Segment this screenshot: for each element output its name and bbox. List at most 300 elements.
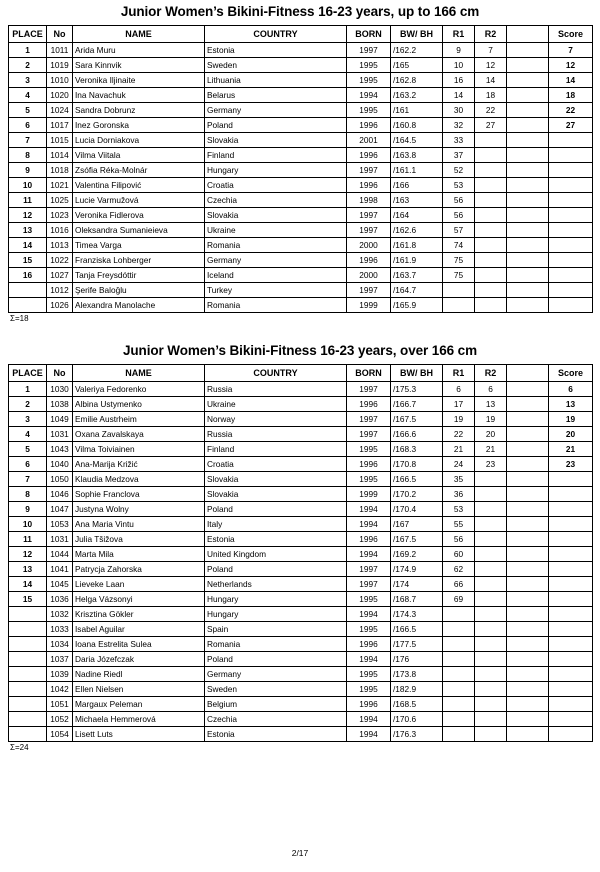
cell-bwbh: /167 [391,517,443,532]
cell-born: 1995 [347,442,391,457]
cell-name: Ellen Nielsen [73,682,205,697]
cell-bwbh: /173.8 [391,667,443,682]
cell-no: 1010 [47,73,73,88]
column-header-r1: R1 [443,365,475,382]
cell-blank [507,163,549,178]
cell-country: Romania [205,298,347,313]
cell-r2 [475,562,507,577]
cell-born: 1997 [347,412,391,427]
cell-r1: 19 [443,412,475,427]
cell-r2: 6 [475,382,507,397]
cell-r1 [443,607,475,622]
cell-born: 1996 [347,253,391,268]
cell-r2 [475,148,507,163]
cell-born: 1997 [347,163,391,178]
page-number: 2/17 [291,848,309,858]
cell-name: Isabel Aguilar [73,622,205,637]
cell-blank [507,502,549,517]
cell-place [9,712,47,727]
cell-name: Zsófia Réka-Molnár [73,163,205,178]
cell-bwbh: /162.8 [391,73,443,88]
cell-r2 [475,163,507,178]
cell-bwbh: /164.7 [391,283,443,298]
cell-r1 [443,697,475,712]
cell-score [549,517,593,532]
cell-r2 [475,577,507,592]
cell-no: 1018 [47,163,73,178]
cell-score [549,223,593,238]
table-row [9,562,593,577]
cell-blank [507,652,549,667]
cell-blank [507,88,549,103]
table-row [9,697,593,712]
table-row [9,487,593,502]
cell-blank [507,727,549,742]
cell-country: Germany [205,253,347,268]
cell-r2 [475,622,507,637]
cell-score [549,562,593,577]
table-row [9,283,593,298]
cell-blank [507,712,549,727]
cell-score [549,193,593,208]
cell-bwbh: /175.3 [391,382,443,397]
cell-blank [507,577,549,592]
cell-r2 [475,547,507,562]
cell-no: 1039 [47,667,73,682]
cell-r1: 17 [443,397,475,412]
cell-country: Netherlands [205,577,347,592]
table-row [9,268,593,283]
results-section-up-to-166 [8,0,592,323]
cell-score [549,712,593,727]
cell-country: Spain [205,622,347,637]
cell-score: 23 [549,457,593,472]
cell-score: 14 [549,73,593,88]
cell-blank [507,133,549,148]
cell-score [549,607,593,622]
column-header-score: Score [549,26,593,43]
cell-born: 1994 [347,652,391,667]
table-header [9,365,593,382]
cell-born: 1996 [347,457,391,472]
cell-no: 1050 [47,472,73,487]
cell-name: Lucia Dorniakova [73,133,205,148]
cell-place: 4 [9,427,47,442]
column-header-name: NAME [73,365,205,382]
column-header-r2: R2 [475,365,507,382]
cell-place: 8 [9,487,47,502]
cell-place: 15 [9,253,47,268]
cell-name: Ana Maria Vintu [73,517,205,532]
cell-name: Arida Muru [73,43,205,58]
cell-place: 15 [9,592,47,607]
cell-country: Belarus [205,88,347,103]
column-header-blank [507,26,549,43]
cell-born: 1996 [347,532,391,547]
table-row [9,457,593,472]
cell-bwbh: /174.3 [391,607,443,622]
cell-no: 1049 [47,412,73,427]
cell-bwbh: /161.9 [391,253,443,268]
cell-r2: 14 [475,73,507,88]
cell-country: Poland [205,652,347,667]
cell-name: Krisztina Gökler [73,607,205,622]
cell-r1: 56 [443,532,475,547]
cell-r1 [443,652,475,667]
cell-born: 1996 [347,697,391,712]
cell-bwbh: /163.2 [391,88,443,103]
cell-score: 18 [549,88,593,103]
cell-r1: 75 [443,253,475,268]
cell-r2 [475,208,507,223]
cell-born: 1995 [347,622,391,637]
results-table [8,25,593,313]
table-row [9,208,593,223]
cell-name: Lieveke Laan [73,577,205,592]
cell-score: 12 [549,58,593,73]
cell-place [9,682,47,697]
cell-no: 1017 [47,118,73,133]
cell-no: 1054 [47,727,73,742]
cell-name: Ioana Estrelita Sulea [73,637,205,652]
table-header-row [9,26,593,43]
cell-no: 1026 [47,298,73,313]
cell-bwbh: /165 [391,58,443,73]
cell-place: 8 [9,148,47,163]
cell-country: Czechia [205,712,347,727]
cell-r1 [443,298,475,313]
cell-r2 [475,727,507,742]
cell-name: Justyna Wolny [73,502,205,517]
cell-r1: 60 [443,547,475,562]
cell-born: 1996 [347,118,391,133]
cell-name: Daria Józefczak [73,652,205,667]
table-row [9,193,593,208]
cell-country: Romania [205,238,347,253]
cell-bwbh: /163.7 [391,268,443,283]
cell-r1 [443,727,475,742]
cell-bwbh: /166.7 [391,397,443,412]
cell-born: 1996 [347,148,391,163]
cell-bwbh: /170.2 [391,487,443,502]
cell-r2 [475,607,507,622]
cell-score [549,727,593,742]
cell-r2 [475,697,507,712]
cell-name: Marta Mila [73,547,205,562]
table-row [9,727,593,742]
cell-score [549,133,593,148]
column-header-place: PLACE [9,365,47,382]
cell-country: Finland [205,148,347,163]
table-row [9,223,593,238]
cell-born: 1999 [347,487,391,502]
cell-name: Timea Varga [73,238,205,253]
cell-name: Nadine Riedl [73,667,205,682]
cell-place: 9 [9,163,47,178]
cell-name: Tanja Freysdóttir [73,268,205,283]
cell-blank [507,283,549,298]
cell-no: 1016 [47,223,73,238]
column-header-born: BORN [347,365,391,382]
cell-score [549,163,593,178]
cell-r2 [475,532,507,547]
cell-bwbh: /170.6 [391,712,443,727]
table-row [9,502,593,517]
cell-bwbh: /164 [391,208,443,223]
cell-score [549,652,593,667]
cell-blank [507,532,549,547]
cell-no: 1013 [47,238,73,253]
cell-name: Helga Vázsonyi [73,592,205,607]
cell-bwbh: /176.3 [391,727,443,742]
cell-no: 1042 [47,682,73,697]
cell-born: 1995 [347,73,391,88]
cell-blank [507,562,549,577]
cell-blank [507,223,549,238]
cell-score: 13 [549,397,593,412]
cell-r1: 14 [443,88,475,103]
cell-score: 21 [549,442,593,457]
cell-blank [507,268,549,283]
cell-no: 1030 [47,382,73,397]
cell-bwbh: /170.8 [391,457,443,472]
cell-name: Vilma Toiviainen [73,442,205,457]
cell-name: Margaux Peleman [73,697,205,712]
cell-blank [507,442,549,457]
cell-country: Turkey [205,283,347,298]
section-total: Σ=18 [10,314,29,323]
cell-place: 3 [9,73,47,88]
cell-country: Slovakia [205,487,347,502]
cell-r2: 22 [475,103,507,118]
cell-no: 1053 [47,517,73,532]
table-row [9,133,593,148]
table-row [9,472,593,487]
cell-born: 1999 [347,298,391,313]
cell-born: 2000 [347,268,391,283]
table-row [9,412,593,427]
column-header-r2: R2 [475,26,507,43]
table-header [9,26,593,43]
cell-r1: 32 [443,118,475,133]
cell-country: Estonia [205,727,347,742]
cell-r2 [475,178,507,193]
cell-place [9,622,47,637]
cell-name: Patrycja Zahorska [73,562,205,577]
cell-no: 1047 [47,502,73,517]
cell-country: Sweden [205,58,347,73]
cell-place: 16 [9,268,47,283]
cell-blank [507,178,549,193]
cell-r1 [443,667,475,682]
section-title: Junior Women’s Bikini-Fitness 16-23 years, up to 166 cm [120,4,480,19]
column-header-country: COUNTRY [205,26,347,43]
cell-no: 1038 [47,397,73,412]
cell-place: 13 [9,562,47,577]
cell-blank [507,118,549,133]
table-row [9,103,593,118]
cell-r2 [475,712,507,727]
cell-score [549,472,593,487]
cell-bwbh: /169.2 [391,547,443,562]
cell-r2 [475,298,507,313]
cell-born: 1994 [347,712,391,727]
cell-name: Alexandra Manolache [73,298,205,313]
cell-bwbh: /182.9 [391,682,443,697]
table-row [9,517,593,532]
cell-blank [507,427,549,442]
cell-score [549,238,593,253]
cell-r1: 35 [443,472,475,487]
cell-r2: 12 [475,58,507,73]
cell-born: 1995 [347,682,391,697]
cell-born: 1994 [347,547,391,562]
cell-born: 1995 [347,58,391,73]
cell-bwbh: /168.7 [391,592,443,607]
cell-place: 10 [9,178,47,193]
cell-r1 [443,622,475,637]
cell-blank [507,238,549,253]
cell-score [549,532,593,547]
cell-no: 1032 [47,607,73,622]
cell-blank [507,547,549,562]
cell-place [9,697,47,712]
cell-name: Sandra Dobrunz [73,103,205,118]
cell-country: Hungary [205,607,347,622]
table-row [9,652,593,667]
cell-blank [507,682,549,697]
cell-blank [507,253,549,268]
cell-country: Hungary [205,163,347,178]
cell-country: Belgium [205,697,347,712]
cell-country: Russia [205,382,347,397]
cell-blank [507,73,549,88]
cell-blank [507,697,549,712]
cell-bwbh: /167.5 [391,412,443,427]
cell-blank [507,457,549,472]
cell-country: Iceland [205,268,347,283]
cell-born: 1997 [347,382,391,397]
cell-place [9,652,47,667]
cell-score [549,637,593,652]
cell-name: Şerife Baloğlu [73,283,205,298]
cell-no: 1033 [47,622,73,637]
cell-place: 14 [9,577,47,592]
cell-country: Ukraine [205,223,347,238]
cell-bwbh: /162.2 [391,43,443,58]
cell-r2: 21 [475,442,507,457]
cell-name: Veronika Iljinaite [73,73,205,88]
cell-blank [507,58,549,73]
cell-name: Oleksandra Sumanieieva [73,223,205,238]
cell-no: 1012 [47,283,73,298]
cell-born: 1998 [347,193,391,208]
cell-name: Ana-Marija Križić [73,457,205,472]
cell-no: 1021 [47,178,73,193]
cell-country: Ukraine [205,397,347,412]
table-row [9,547,593,562]
cell-bwbh: /163 [391,193,443,208]
cell-r1: 53 [443,502,475,517]
cell-score [549,622,593,637]
cell-bwbh: /174 [391,577,443,592]
cell-name: Lucie Varmužová [73,193,205,208]
cell-no: 1015 [47,133,73,148]
cell-country: Poland [205,118,347,133]
cell-no: 1024 [47,103,73,118]
cell-country: Germany [205,103,347,118]
table-body-1 [9,43,593,313]
cell-score: 6 [549,382,593,397]
cell-r2: 27 [475,118,507,133]
cell-bwbh: /168.5 [391,697,443,712]
table-row [9,148,593,163]
cell-blank [507,298,549,313]
cell-r2 [475,652,507,667]
cell-r1: 69 [443,592,475,607]
cell-no: 1011 [47,43,73,58]
cell-country: Czechia [205,193,347,208]
cell-score: 20 [549,427,593,442]
cell-r2 [475,592,507,607]
cell-r2 [475,637,507,652]
cell-no: 1023 [47,208,73,223]
table-row [9,607,593,622]
cell-place: 7 [9,133,47,148]
cell-born: 1994 [347,502,391,517]
table-row [9,712,593,727]
cell-r1: 75 [443,268,475,283]
cell-no: 1022 [47,253,73,268]
cell-country: United Kingdom [205,547,347,562]
cell-country: Slovakia [205,133,347,148]
column-header-country: COUNTRY [205,365,347,382]
table-row [9,427,593,442]
cell-r1: 33 [443,133,475,148]
cell-blank [507,637,549,652]
cell-name: Valentina Filipović [73,178,205,193]
cell-born: 1994 [347,88,391,103]
cell-place: 5 [9,442,47,457]
cell-country: Poland [205,502,347,517]
table-row [9,577,593,592]
cell-country: Lithuania [205,73,347,88]
cell-born: 1994 [347,517,391,532]
cell-born: 1996 [347,397,391,412]
cell-place: 12 [9,208,47,223]
cell-bwbh: /165.9 [391,298,443,313]
table-row [9,298,593,313]
cell-score [549,682,593,697]
cell-blank [507,103,549,118]
table-row [9,382,593,397]
cell-score [549,208,593,223]
cell-no: 1046 [47,487,73,502]
cell-blank [507,148,549,163]
cell-r1: 56 [443,193,475,208]
cell-r1: 36 [443,487,475,502]
cell-r1: 55 [443,517,475,532]
cell-score: 22 [549,103,593,118]
cell-score [549,298,593,313]
cell-blank [507,622,549,637]
cell-born: 1995 [347,592,391,607]
cell-place: 12 [9,547,47,562]
cell-r1: 9 [443,43,475,58]
results-section-over-166 [8,323,592,752]
cell-name: Sara Kinnvik [73,58,205,73]
cell-r1 [443,637,475,652]
